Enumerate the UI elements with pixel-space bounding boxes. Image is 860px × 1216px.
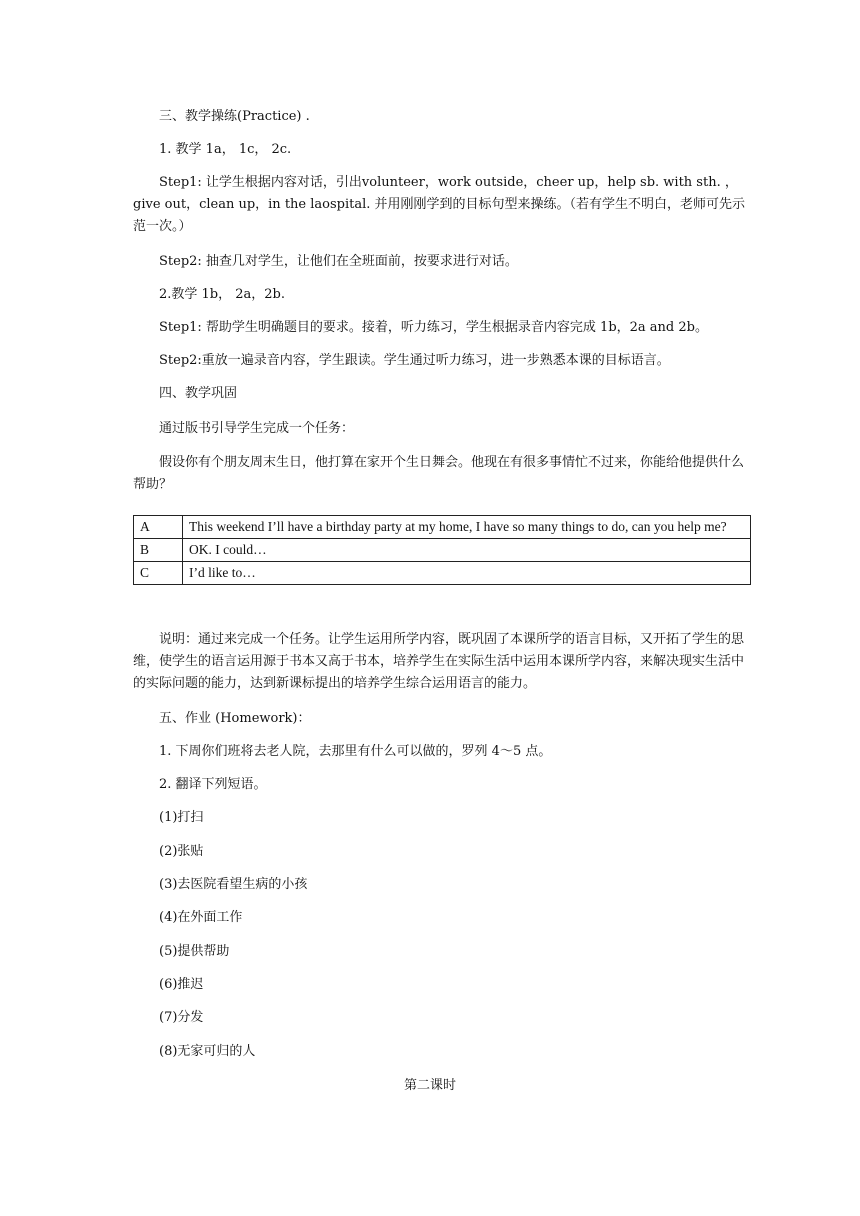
phrase-item: (2)张贴 <box>159 844 204 859</box>
phrase-item: (3)去医院看望生病的小孩 <box>159 877 308 892</box>
row-key: B <box>134 539 183 562</box>
teaching-item-1: 1. 教学 1a， 1c， 2c. <box>159 142 292 157</box>
row-text: OK. I could… <box>183 539 751 562</box>
row-key: A <box>134 516 183 539</box>
section-heading-practice: 三、教学操练(Practice) . <box>159 109 310 124</box>
task-intro: 通过版书引导学生完成一个任务： <box>159 421 355 436</box>
table-row <box>134 562 751 585</box>
task-scenario: 假设你有个朋友周末生日，他打算在家开个生日舞会。他现在有很多事情忙不过来，你能给他提供什么帮助？ <box>133 455 745 492</box>
phrase-item: (7)分发 <box>159 1010 204 1025</box>
phrase-item: (5)提供帮助 <box>159 944 230 959</box>
explanation-paragraph: 说明：通过来完成一个任务。让学生运用所学内容，既巩固了本课所学的语言目标，又开拓了学生的思维，使学生的语言运用源于书本又高于书本，培养学生在实际生活中运用本课所学内容，来解决现实生活中的实际问题的能力，达到新课标提出的培养学生综合运用语言的能力。 <box>133 632 745 691</box>
step2-paragraph-a: Step2: 抽查几对学生，让他们在全班面前，按要求进行对话。 <box>159 254 518 269</box>
row-key: C <box>134 562 183 585</box>
homework-item-2: 2. 翻译下列短语。 <box>159 777 267 792</box>
row-text: This weekend I’ll have a birthday party at my home, I have so many things to do, can you help me? <box>183 516 751 539</box>
homework-item-1: 1. 下周你们班将去老人院，去那里有什么可以做的，罗列 4～5 点。 <box>159 744 552 759</box>
section-heading-consolidation: 四、教学巩固 <box>159 386 238 401</box>
step2-paragraph-b: Step2:重放一遍录音内容，学生跟读。学生通过听力练习，进一步熟悉本课的目标语言。 <box>159 353 670 368</box>
row-text: I’d like to… <box>183 562 751 585</box>
phrase-item: (8)无家可归的人 <box>159 1044 256 1059</box>
lesson-title: 第二课时 <box>403 1078 456 1093</box>
teaching-item-2: 2.教学 1b， 2a，2b. <box>159 287 286 302</box>
task-table <box>133 515 751 585</box>
section-heading-homework: 五、作业 (Homework)： <box>159 711 311 726</box>
step1-paragraph-b: Step1: 帮助学生明确题目的要求。接着，听力练习，学生根据录音内容完成 1b，2a and 2b。 <box>159 320 708 335</box>
phrase-item: (1)打扫 <box>159 810 204 825</box>
table-row <box>134 539 751 562</box>
phrase-item: (4)在外面工作 <box>159 910 243 925</box>
table-row <box>134 516 751 539</box>
step1-paragraph-a: Step1: 让学生根据内容对话，引出volunteer，work outside，cheer up，help sb. with sth. ，give out，clean up，in the laospital. 并用刚刚学到的目标句型来操练。（若有学生不明白，老师可先示范一次。） <box>133 175 746 234</box>
phrase-item: (6)推迟 <box>159 977 204 992</box>
